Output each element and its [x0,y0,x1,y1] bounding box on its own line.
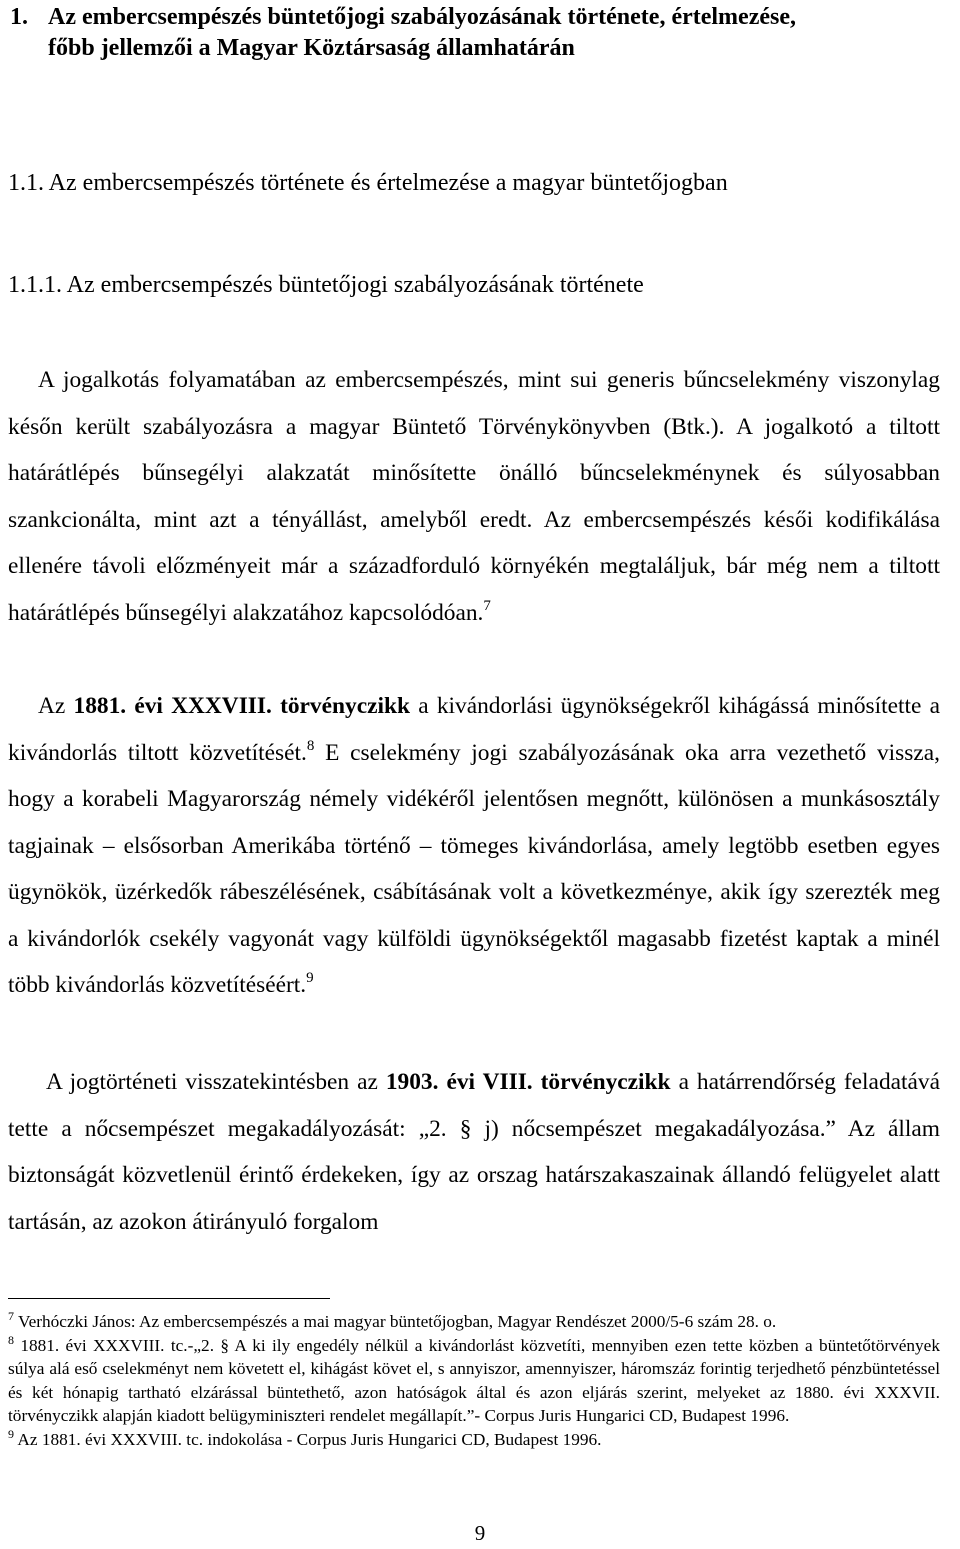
footnotes [8,1310,940,1452]
paragraph-3-text: a határrendőrség feladatává tette a nőcsempészet megakadályozását: „2. § j) nőcsempészet megakadályozása.” Az állam biztonságát közvetlenül érintő érdekeken, így az orszag határszakaszainak állandó felügyelet alatt tartásán, az azokon átirányuló forgalom [8,1069,940,1235]
footnote-text: Verhóczki János: Az embercsempészés a mai magyar büntetőjogban, Magyar Rendészet 2000/5-6 szám 28. o. [18,1312,777,1331]
paragraph-2-text-b: E cselekmény jogi szabályozásának oka arra vezethető vissza, hogy a korabeli Magyarország némely vidékéről jelentősen megnőtt, különösen a munkásosztály tagjainak – elsősorban Amerikába történő – tömeges kivándorlása, amely legtöbb esetben egyes ügynökök, üzérkedők rábeszélésének, csábításának volt a következménye, akik így szerezték meg a kivándorlók csekély vagyonát vagy külföldi ügynökségektől magasabb fizetést kaptak a minél több kivándorlás közvetítéséért. [8,739,941,998]
chapter-number: 1. [10,4,28,30]
footnote-7 [8,1310,940,1334]
footnote-number: 7 [8,1309,14,1323]
footnote-text: Az 1881. évi XXXVIII. tc. indokolása - Corpus Juris Hungarici CD, Budapest 1996. [17,1429,602,1449]
footnote-number: 8 [8,1332,14,1347]
section-heading: 1.1. Az embercsempészés története és értelmezése a magyar büntetőjogban [8,170,728,196]
chapter-title-line1: Az embercsempészés büntetőjogi szabályozásának története, értelmezése, [48,4,796,30]
page-number: 9 [474,1521,486,1545]
chapter-heading [10,2,950,64]
footnote-number: 9 [8,1426,14,1441]
footnote-ref-9: 9 [306,970,314,986]
paragraph-1 [8,357,940,636]
paragraph-2-text-a: a kivándorlási ügynökségekről kihágássá minősítette a kivándorlás tiltott közvetítését. [8,693,940,766]
footnote-separator [8,1298,330,1299]
paragraph-1-text: A jogalkotás folyamatában az embercsempészés, mint sui generis bűncselekmény viszonylag későn került szabályozásra a magyar Büntető Törvénykönyvben (Btk.). A jogalkotó a tiltott határátlépés bűnsegélyi alakzatát minősítette önálló bűncselekménynek és súlyosabban szankcionálta, mint azt a tényállást, amelyből eredt. Az embercsempészés késői kodifikálása ellenére távoli előzményeit már a századforduló környékén megtaláljuk, bár még nem a tiltott határátlépés bűnsegélyi alakzatához kapcsolódóan. [8,367,940,626]
footnote-8 [8,1334,940,1428]
subsection-heading: 1.1.1. Az embercsempészés büntetőjogi szabályozásának története [8,272,644,298]
footnote-ref-8: 8 [306,737,315,754]
paragraph-3-lead: A jogtörténeti visszatekintésben az [46,1069,378,1095]
footnote-text: 1881. évi XXXVIII. tc.-„2. § A ki ily engedély nélkül a kivándorlást közvetíti, mennyiben ezen tette közben a büntetőtörvények súlya alá eső cselekményt nem követett el, kihágást követ el, s annyiszor, amennyiszer, háromszáz forintig terjedhető pénzbüntetéssel és két hónapig tartható elzárással büntethető, azon hatóságok által és azon eljárás szerint, melyeket az 1880. évi XXXVII. törvényczikk alapján kiadott belügyminiszteri rendelet megállapít.”- Corpus Juris Hungarici CD, Budapest 1996. [8,1335,940,1426]
chapter-title-line2: főbb jellemzői a Magyar Köztársaság államhatárán [48,35,575,61]
paragraph-2-lead: Az [38,693,66,719]
footnote-ref-7: 7 [483,597,491,614]
footnote-9 [8,1428,940,1452]
paragraph-3 [8,1059,940,1245]
law-1903: 1903. évi VIII. törvényczikk [385,1069,671,1095]
paragraph-2 [8,683,940,1009]
law-1881: 1881. évi XXXVIII. törvényczikk [73,693,410,719]
